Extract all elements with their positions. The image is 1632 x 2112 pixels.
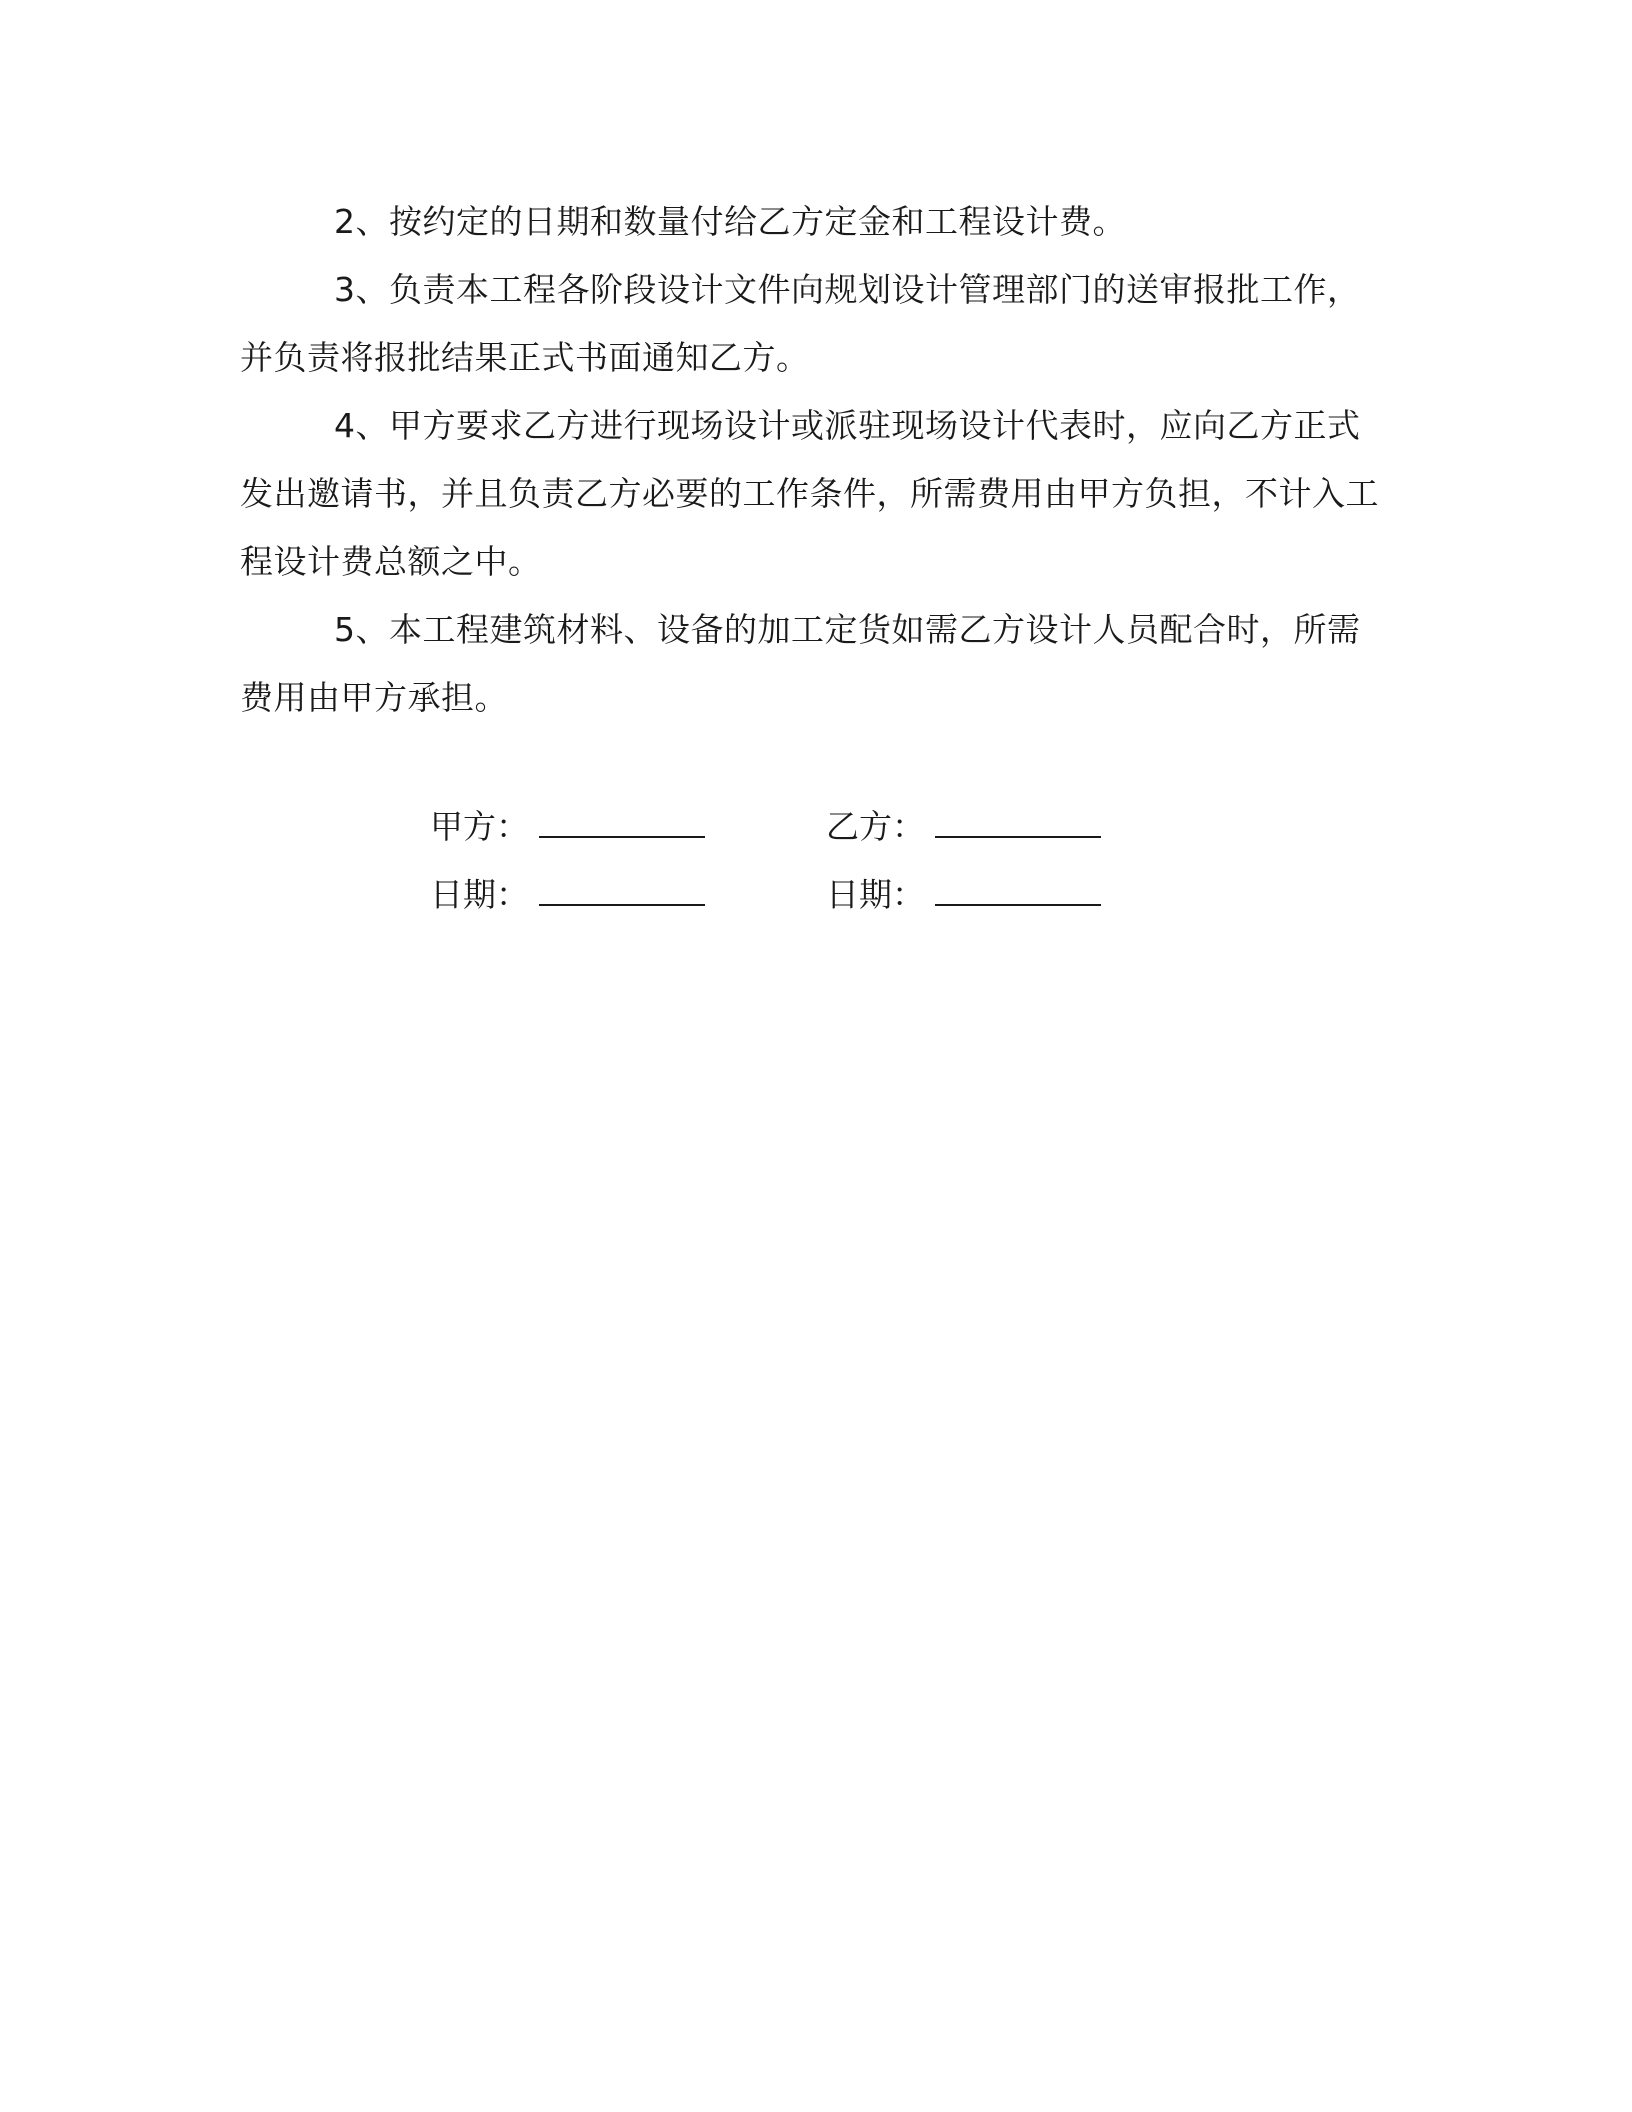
party-a-label: 甲方： [430, 806, 529, 846]
contract-body [240, 188, 1390, 732]
clause-5: 5、本工程建筑材料、设备的加工定货如需乙方设计人员配合时，所需费用由甲方承担。 [240, 610, 1361, 717]
date-a-label: 日期： [430, 874, 529, 914]
party-b-signature [826, 801, 1222, 848]
clause-4: 4、甲方要求乙方进行现场设计或派驻现场设计代表时，应向乙方正式发出邀请书，并且负责乙方必要的工作条件，所需费用由甲方负担，不计入工程设计费总额之中。 [240, 406, 1379, 581]
party-b-date [826, 869, 1222, 916]
party-a-signature [430, 801, 826, 848]
party-a-date [430, 869, 826, 916]
party-b-blank-line [935, 806, 1101, 838]
party-a-blank-line [539, 806, 705, 838]
date-a-blank-line [539, 874, 705, 906]
date-b-blank-line [935, 874, 1101, 906]
clause-3: 3、负责本工程各阶段设计文件向规划设计管理部门的送审报批工作，并负责将报批结果正式书面通知乙方。 [240, 270, 1361, 377]
signature-block [430, 790, 1230, 926]
party-b-label: 乙方： [826, 806, 925, 846]
signature-row-dates [430, 858, 1230, 926]
date-b-label: 日期： [826, 874, 925, 914]
clause-2: 2、按约定的日期和数量付给乙方定金和工程设计费。 [334, 202, 1126, 241]
signature-row-parties [430, 790, 1230, 858]
